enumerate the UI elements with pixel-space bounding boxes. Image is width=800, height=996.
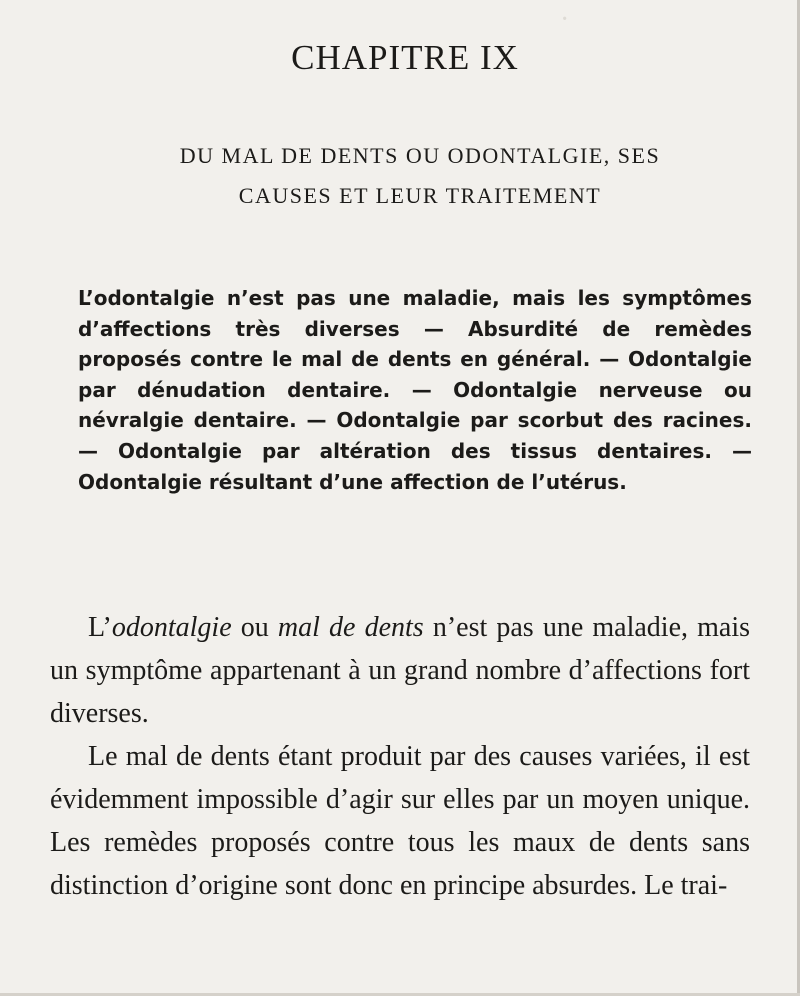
paragraph-1-lead: L’: [88, 612, 112, 643]
chapter-subtitle-line-1: DU MAL DE DENTS OU ODONTALGIE, SES: [179, 143, 661, 168]
chapter-subtitle-line-2: CAUSES ET LEUR TRAITEMENT: [238, 183, 602, 208]
paragraph-1-rest: n’est pas une maladie, mais un symptôme appartenant à un grand nombre d’affections fort diverses.: [50, 612, 751, 729]
chapter-title: CHAPITRE IX: [291, 38, 519, 77]
term-mal-de-dents: mal de dents: [277, 612, 424, 643]
term-odontalgie: odontalgie: [111, 612, 232, 643]
paragraph-1-connector: ou: [231, 612, 278, 643]
paragraph-2-text: Le mal de dents étant produit par des causes variées, il est évidemment impossible d’agir sur elles par un moyen unique. Les remèdes proposés contre tous les maux de dents sans distinction d’origine sont donc en principe absurdes. Le trai-: [50, 741, 750, 901]
paragraph-1: [50, 606, 750, 735]
chapter-summary: L’odontalgie n’est pas une maladie, mais les symptômes d’affections très diverses — Absurdité de remèdes proposés contre le mal de dents en général. — Odontalgie par dénudation dentaire. — Odontalgie nerveuse ou névralgie dentaire. — Odontalgie par scorbut des racines. — Odontalgie par altération des tissus dentaires. — Odontalgie résultant d’une affection de l’utérus.: [78, 286, 752, 494]
paragraph-2: [50, 735, 750, 907]
show-through-text: ·: [560, 4, 570, 35]
